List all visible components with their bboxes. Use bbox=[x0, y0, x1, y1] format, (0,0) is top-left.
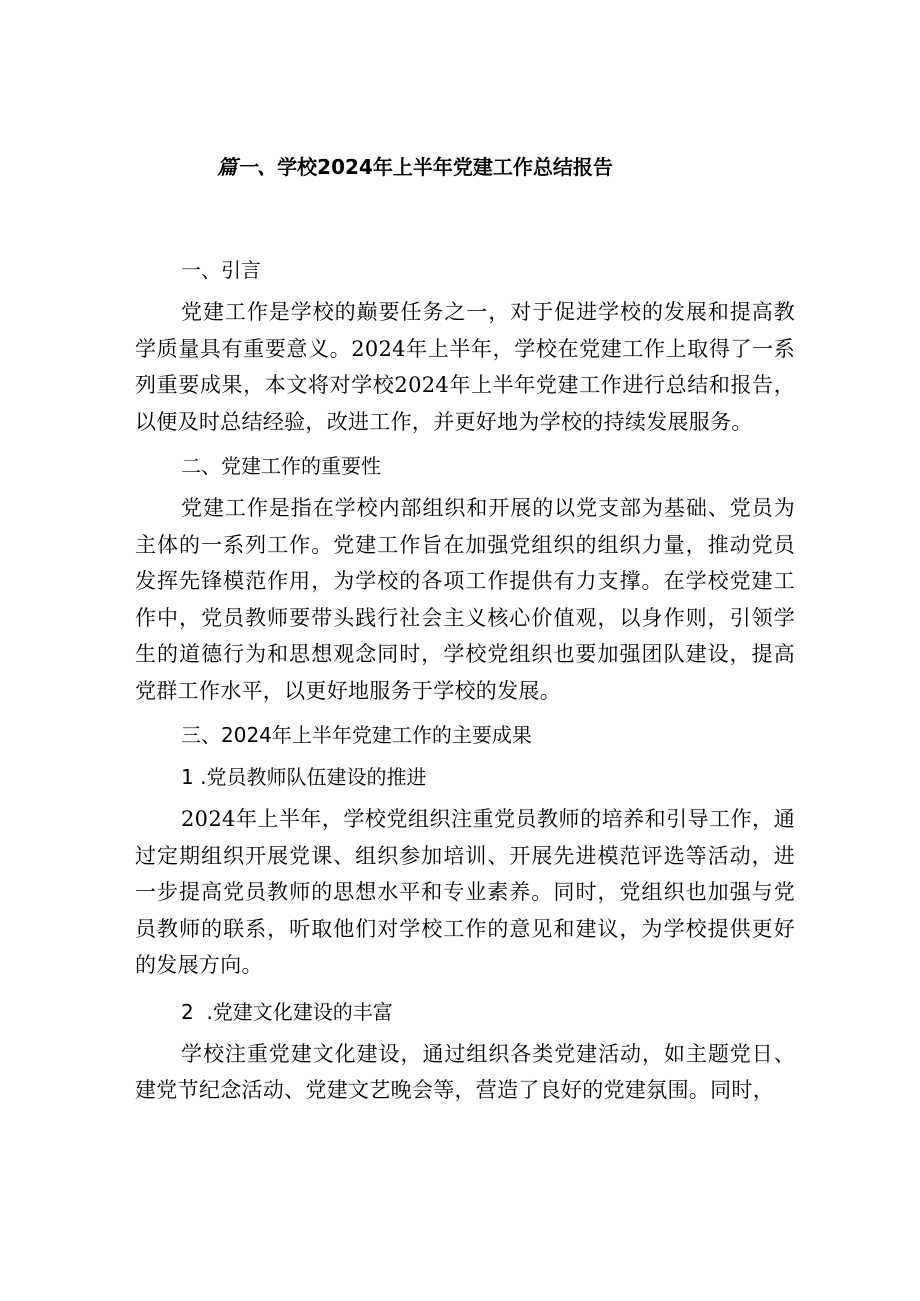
title-text: 学校2024年上半年党建工作总结报告 bbox=[277, 155, 613, 179]
subsection-heading-culture: 2 .党建文化建设的丰富 bbox=[181, 999, 393, 1024]
document-title bbox=[0, 152, 830, 182]
subsection-paragraph-teachers: 2024年上半年，学校党组织注重党员教师的培养和引导工作，通过定期组织开展党课、组织参加培训、开展先进模范评选等活动，进一步提高党员教师的思想水平和专业素养。同时，党组织也加强与党员教师的联系，听取他们对学校工作的意见和建议，为学校提供更好的发展方向。 bbox=[135, 807, 795, 977]
section-heading-importance: 二、党建工作的重要性 bbox=[181, 454, 381, 478]
subsection-heading-teachers: 1 .党员教师队伍建设的推进 bbox=[181, 765, 427, 789]
document-body bbox=[135, 252, 795, 1109]
section-heading-achievements: 三、2024年上半年党建工作的主要成果 bbox=[181, 723, 532, 747]
section-paragraph-intro: 党建工作是学校的巅要任务之一，对于促进学校的发展和提高教学质量具有重要意义。2024年上半年，学校在党建工作上取得了一系列重要成果，本文将对学校2024年上半年党建工作进行总结和报告，以便及时总结经验，改进工作，并更好地为学校的持续发展服务。 bbox=[135, 300, 795, 434]
title-lead: 篇一、 bbox=[217, 155, 278, 179]
section-paragraph-importance: 党建工作是指在学校内部组织和开展的以党支部为基础、党员为主体的一系列工作。党建工作旨在加强党组织的组织力量，推动党员发挥先锋模范作用，为学校的各项工作提供有力支撑。在学校党建工作中，党员教师要带头践行社会主义核心价值观，以身作则，引领学生的道德行为和思想观念同时，学校党组织也要加强团队建设，提高党群工作水平，以更好地服务于学校的发展。 bbox=[135, 496, 795, 703]
section-heading-intro: 一、引言 bbox=[181, 258, 261, 282]
subsection-paragraph-culture: 学校注重党建文化建设，通过组织各类党建活动，如主题党日、建党节纪念活动、党建文艺晚会等，营造了良好的党建氛围。同时， bbox=[135, 1041, 795, 1102]
